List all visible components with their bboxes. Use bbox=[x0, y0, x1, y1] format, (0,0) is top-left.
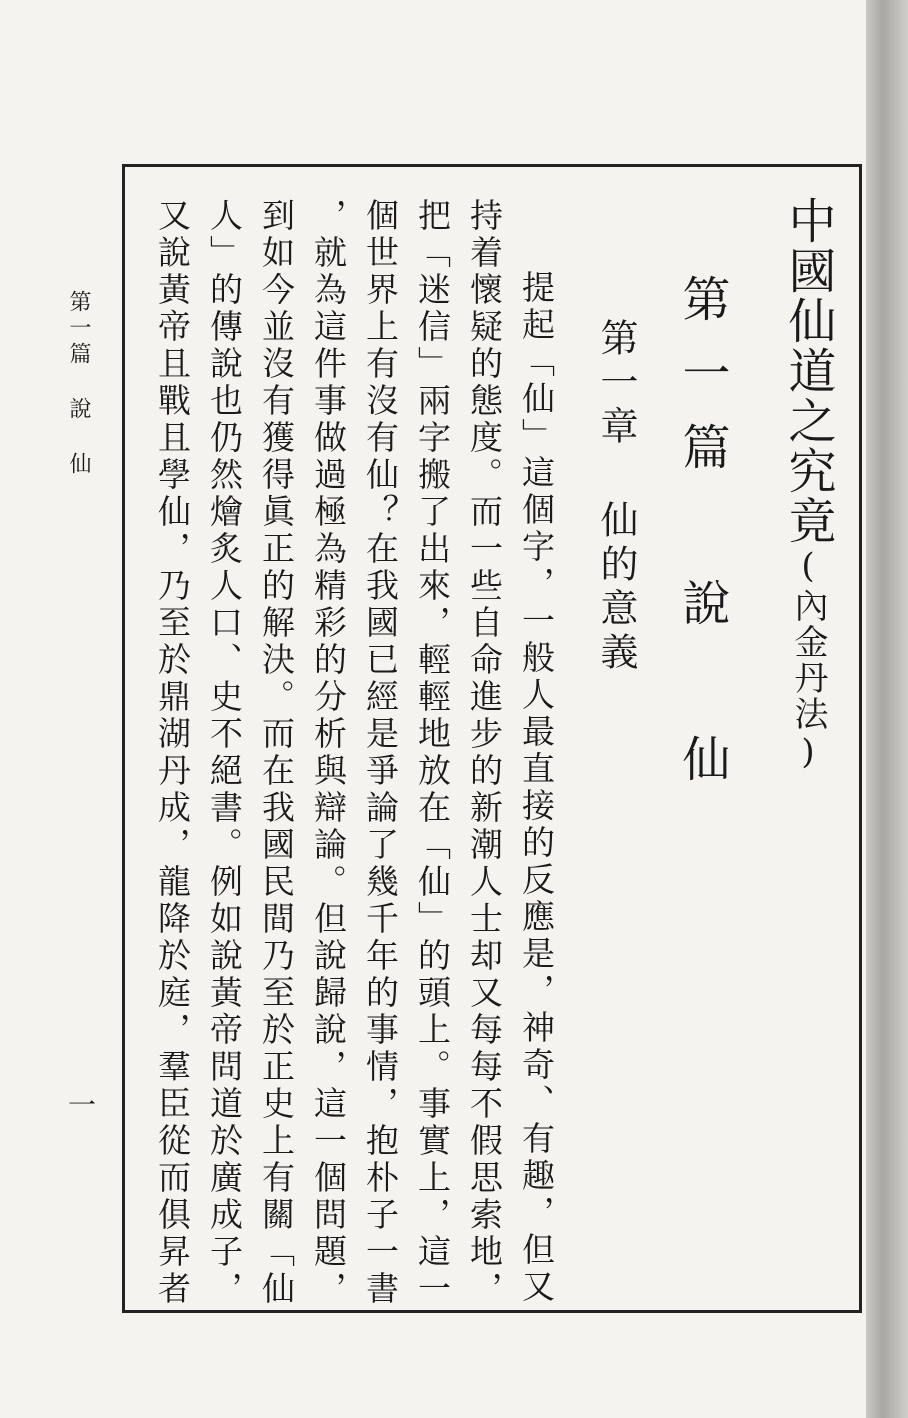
frame-right-border bbox=[859, 164, 862, 1313]
body-column-8: 又說黃帝且戰且學仙，乃至於鼎湖丹成，龍降於庭，羣臣從而俱昇者 bbox=[153, 198, 192, 1308]
page-edge-shadow bbox=[866, 0, 908, 1418]
book-title bbox=[780, 196, 836, 774]
body-column-6: 到如今並沒有獲得眞正的解決。而在我國民間乃至於正史上有關「仙 bbox=[257, 198, 296, 1308]
book-title-text: 中國仙道之究竟 bbox=[780, 196, 836, 546]
running-header: 第一篇 說 仙 bbox=[66, 290, 91, 478]
body-column-4: 個世界上有沒有仙？在我國已經是爭論了幾千年的事情，抱朴子一書 bbox=[361, 198, 400, 1308]
body-column-3: 把「迷信」兩字搬了出來，輕輕地放在「仙」的頭上。事實上，這一 bbox=[413, 198, 452, 1308]
frame-top-border bbox=[122, 164, 862, 167]
frame-left-border bbox=[122, 164, 125, 1313]
frame-bottom-border bbox=[122, 1310, 862, 1313]
body-column-5: ，就為這件事做過極為精彩的分析與辯論。但說歸說，這一個問題， bbox=[309, 198, 348, 1308]
body-column-1: 提起「仙」這個字，一般人最直接的反應是，神奇、有趣，但又 bbox=[517, 270, 556, 1306]
body-column-7: 人」的傳說也仍然燴炙人口、史不絕書。例如說黃帝問道於廣成子， bbox=[205, 198, 244, 1308]
part-title: 第一篇 說 仙 bbox=[674, 274, 730, 808]
chapter-title: 第一章 仙的意義 bbox=[594, 318, 638, 676]
book-subtitle: (內金丹法) bbox=[788, 546, 828, 774]
page-number: 一 bbox=[64, 1090, 97, 1118]
body-column-2: 持着懷疑的態度。而一些自命進步的新潮人士却又每每不假思索地， bbox=[465, 198, 504, 1308]
